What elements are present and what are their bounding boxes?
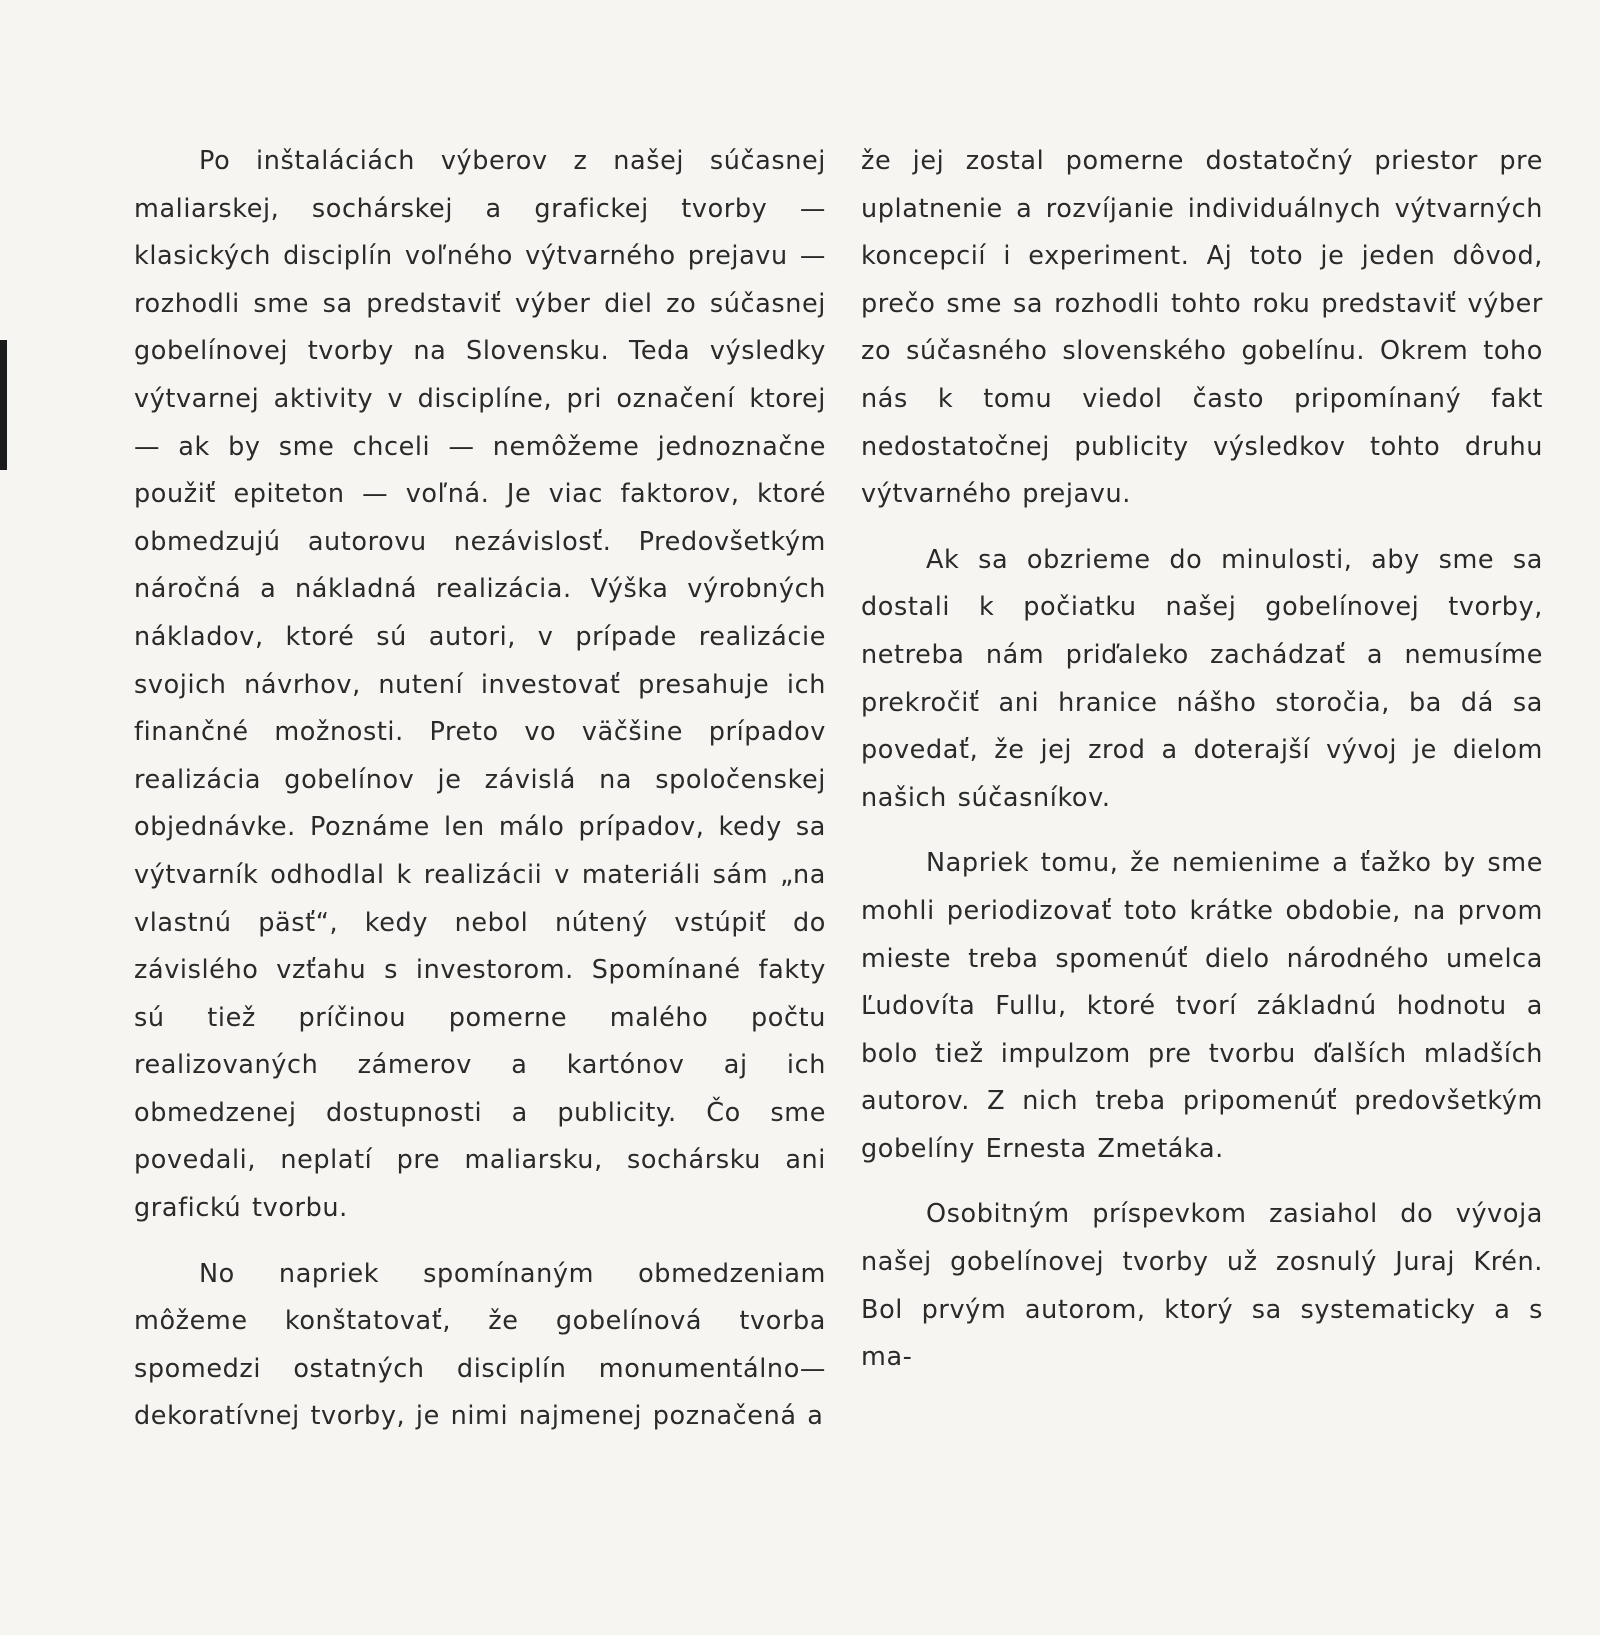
scan-page-edge — [0, 340, 7, 470]
paragraph: Napriek tomu, že nemienime a ťažko by sme mohli periodizovať toto krátke obdobie, na prvom mieste treba spomenúť dielo národného umelca Ľudovíta Fullu, ktoré tvorí základnú hodnotu a bolo tiež impulzom pre tvorbu ďalších mladších autorov. Z nich treba pripomenúť predovšetkým gobelíny Ernesta Zmetáka. — [861, 848, 1543, 1164]
paragraph: Po inštaláciách výberov z našej súčasnej maliarskej, sochárskej a grafickej tvorby — klasických disciplín voľného výtvarného prejavu — rozhodli sme sa predstaviť výber diel zo súčasnej gobelínovej tvorby na Slovensku. Teda výsledky výtvarnej aktivity v disciplíne, pri označení ktorej — ak by sme chceli — nemôžeme jednoznačne použiť epiteton — voľná. Je viac faktorov, ktoré obmedzujú autorovu nezávislosť. Predovšetkým náročná a nákladná realizácia. Výška výrobných nákladov, ktoré sú autori, v prípade realizácie svojich návrhov, nutení investovať presahuje ich finančné možnosti. Preto vo väčšine prípadov realizácia gobelínov je závislá na spoločenskej objednávke. Poznáme len málo prípadov, kedy sa výtvarník odhodlal k realizácii v materiáli sám „na vlastnú päsť“, kedy nebol nútený vstúpiť do závislého vzťahu s investorom. Spomínané fakty sú tiež príčinou pomerne malého počtu realizovaných zámerov a kartónov aj ich obmedzenej dostupnosti a publicity. Čo sme povedali, neplatí pre maliarsku, sochársku ani grafickú tvorbu. — [134, 146, 826, 1224]
left-text-column — [134, 138, 826, 1441]
paragraph: že jej zostal pomerne dostatočný priestor pre uplatnenie a rozvíjanie individuálnych výtvarných koncepcií i experiment. Aj toto je jeden dôvod, prečo sme sa rozhodli tohto roku predstaviť výber zo súčasného slovenského gobelínu. Okrem toho nás k tomu viedol často pripomínaný fakt nedostatočnej publicity výsledkov tohto druhu výtvarného prejavu. — [861, 146, 1543, 510]
paragraph: Ak sa obzrieme do minulosti, aby sme sa dostali k počiatku našej gobelínovej tvorby, netreba nám priďaleko zachádzať a nemusíme prekročiť ani hranice nášho storočia, ba dá sa povedať, že jej zrod a doterajší vývoj je dielom našich súčasníkov. — [861, 544, 1543, 813]
right-text-column — [861, 138, 1543, 1382]
paragraph: Osobitným príspevkom zasiahol do vývoja našej gobelínovej tvorby už zosnulý Juraj Krén. Bol prvým autorom, ktorý sa systematicky a s ma- — [861, 1199, 1543, 1373]
paragraph: No napriek spomínaným obmedzeniam môžeme konštatovať, že gobelínová tvorba spomedzi ostatných disciplín monumentálno—dekoratívnej tvorby, je nimi najmenej poznačená a — [134, 1258, 826, 1432]
